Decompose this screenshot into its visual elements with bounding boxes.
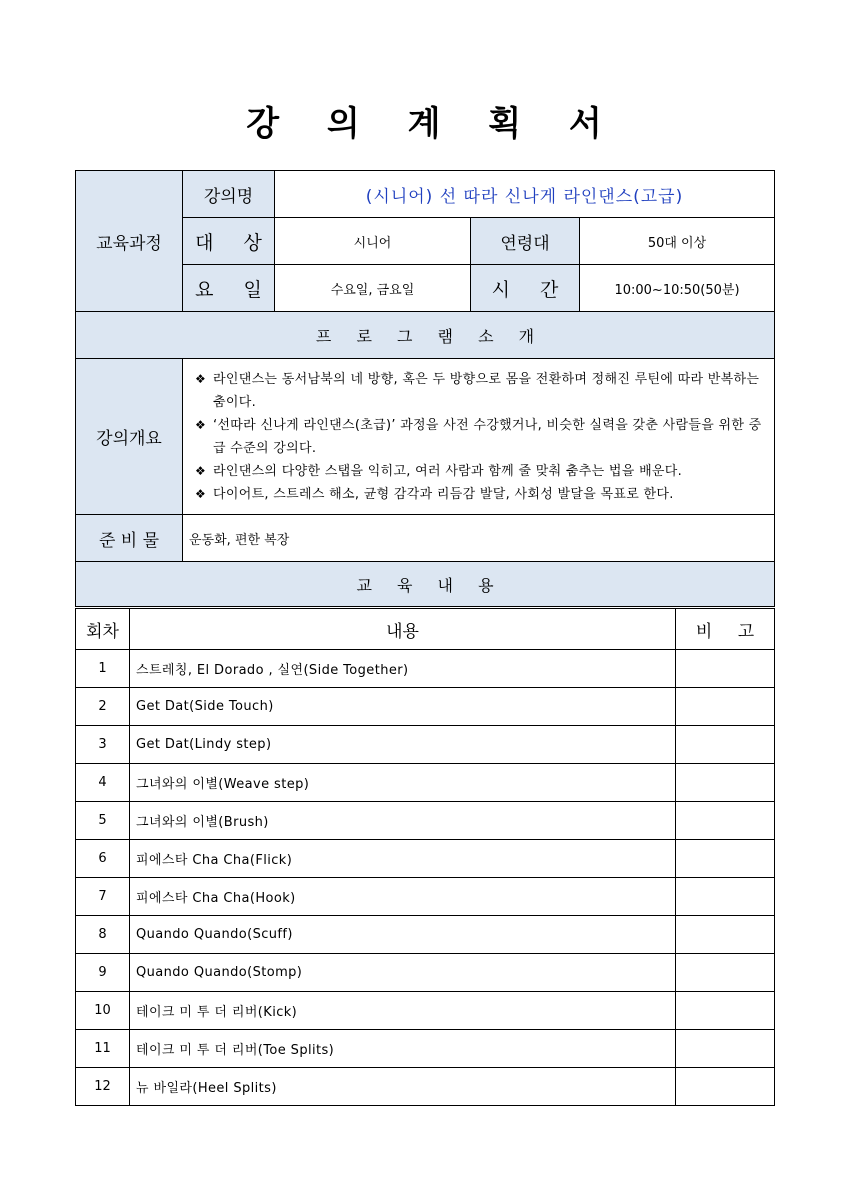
target-value: 시니어 bbox=[275, 218, 471, 265]
course-info-table bbox=[75, 170, 775, 607]
session-number: 2 bbox=[76, 688, 130, 726]
table-row bbox=[76, 764, 775, 802]
day-label: 요 일 bbox=[183, 265, 275, 312]
table-row bbox=[76, 916, 775, 954]
age-label: 연령대 bbox=[471, 218, 580, 265]
session-note bbox=[676, 1030, 775, 1068]
session-number: 8 bbox=[76, 916, 130, 954]
document-title: 강 의 계 획 서 bbox=[246, 104, 620, 144]
session-number: 10 bbox=[76, 992, 130, 1030]
session-content: 그녀와의 이별(Weave step) bbox=[130, 764, 676, 802]
session-number: 11 bbox=[76, 1030, 130, 1068]
schedule-table bbox=[75, 608, 775, 1106]
course-name-label: 강의명 bbox=[183, 171, 275, 218]
table-row bbox=[76, 992, 775, 1030]
course-name: (시니어) 선 따라 신나게 라인댄스(고급) bbox=[275, 171, 775, 218]
overview-content bbox=[183, 359, 775, 515]
session-note bbox=[676, 764, 775, 802]
overview-item: ❖ 라인댄스의 다양한 스탭을 익히고, 여러 사람과 함께 줄 맞춰 춤추는 법을 배운다. bbox=[191, 460, 766, 483]
table-row bbox=[76, 688, 775, 726]
time-value: 10:00~10:50(50분) bbox=[580, 265, 775, 312]
prep-label: 준 비 물 bbox=[76, 515, 183, 562]
prep-value: 운동화, 편한 복장 bbox=[183, 515, 775, 562]
table-row bbox=[76, 1068, 775, 1106]
session-number: 1 bbox=[76, 650, 130, 688]
table-row bbox=[76, 954, 775, 992]
edu-content-heading: 교 육 내 용 bbox=[76, 562, 775, 607]
session-content: 피에스타 Cha Cha(Flick) bbox=[130, 840, 676, 878]
edu-course-label: 교육과정 bbox=[76, 171, 183, 312]
session-content: 그녀와의 이별(Brush) bbox=[130, 802, 676, 840]
session-content: Get Dat(Lindy step) bbox=[130, 726, 676, 764]
session-number: 5 bbox=[76, 802, 130, 840]
session-number: 12 bbox=[76, 1068, 130, 1106]
program-intro-heading: 프 로 그 램 소 개 bbox=[76, 312, 775, 359]
days-value: 수요일, 금요일 bbox=[275, 265, 471, 312]
table-row bbox=[76, 840, 775, 878]
session-content: 테이크 미 투 더 리버(Toe Splits) bbox=[130, 1030, 676, 1068]
diamond-bullet-icon: ❖ bbox=[195, 463, 207, 478]
table-row bbox=[76, 802, 775, 840]
session-content: 스트레칭, El Dorado , 실연(Side Together) bbox=[130, 650, 676, 688]
table-row bbox=[76, 878, 775, 916]
session-header: 회차 bbox=[76, 609, 130, 650]
session-content: Quando Quando(Stomp) bbox=[130, 954, 676, 992]
session-content: 피에스타 Cha Cha(Hook) bbox=[130, 878, 676, 916]
table-row bbox=[76, 726, 775, 764]
time-label: 시 간 bbox=[471, 265, 580, 312]
session-note bbox=[676, 726, 775, 764]
session-note bbox=[676, 916, 775, 954]
session-note bbox=[676, 840, 775, 878]
note-header: 비 고 bbox=[676, 609, 775, 650]
overview-item: ❖ ‘선따라 신나게 라인댄스(초급)’ 과정을 사전 수강했거나, 비슷한 실력을 갖춘 사람들을 위한 중급 수준의 강의다. bbox=[191, 414, 766, 460]
session-note bbox=[676, 650, 775, 688]
session-note bbox=[676, 878, 775, 916]
session-content: 뉴 바일라(Heel Splits) bbox=[130, 1068, 676, 1106]
session-note bbox=[676, 688, 775, 726]
overview-label: 강의개요 bbox=[76, 359, 183, 515]
table-row bbox=[76, 1030, 775, 1068]
session-number: 3 bbox=[76, 726, 130, 764]
content-header: 내용 bbox=[130, 609, 676, 650]
overview-item: ❖ 다이어트, 스트레스 해소, 균형 감각과 리듬감 발달, 사회성 발달을 목표로 한다. bbox=[191, 483, 766, 506]
diamond-bullet-icon: ❖ bbox=[195, 486, 207, 501]
target-label: 대 상 bbox=[183, 218, 275, 265]
age-value: 50대 이상 bbox=[580, 218, 775, 265]
session-content: Quando Quando(Scuff) bbox=[130, 916, 676, 954]
session-note bbox=[676, 802, 775, 840]
session-number: 6 bbox=[76, 840, 130, 878]
session-number: 4 bbox=[76, 764, 130, 802]
diamond-bullet-icon: ❖ bbox=[195, 417, 207, 432]
session-number: 9 bbox=[76, 954, 130, 992]
table-row bbox=[76, 650, 775, 688]
session-content: Get Dat(Side Touch) bbox=[130, 688, 676, 726]
session-note bbox=[676, 1068, 775, 1106]
session-note bbox=[676, 954, 775, 992]
session-note bbox=[676, 992, 775, 1030]
session-number: 7 bbox=[76, 878, 130, 916]
diamond-bullet-icon: ❖ bbox=[195, 371, 207, 386]
overview-item: ❖ 라인댄스는 동서남북의 네 방향, 혹은 두 방향으로 몸을 전환하며 정해진 루틴에 따라 반복하는 춤이다. bbox=[191, 368, 766, 414]
session-content: 테이크 미 투 더 리버(Kick) bbox=[130, 992, 676, 1030]
